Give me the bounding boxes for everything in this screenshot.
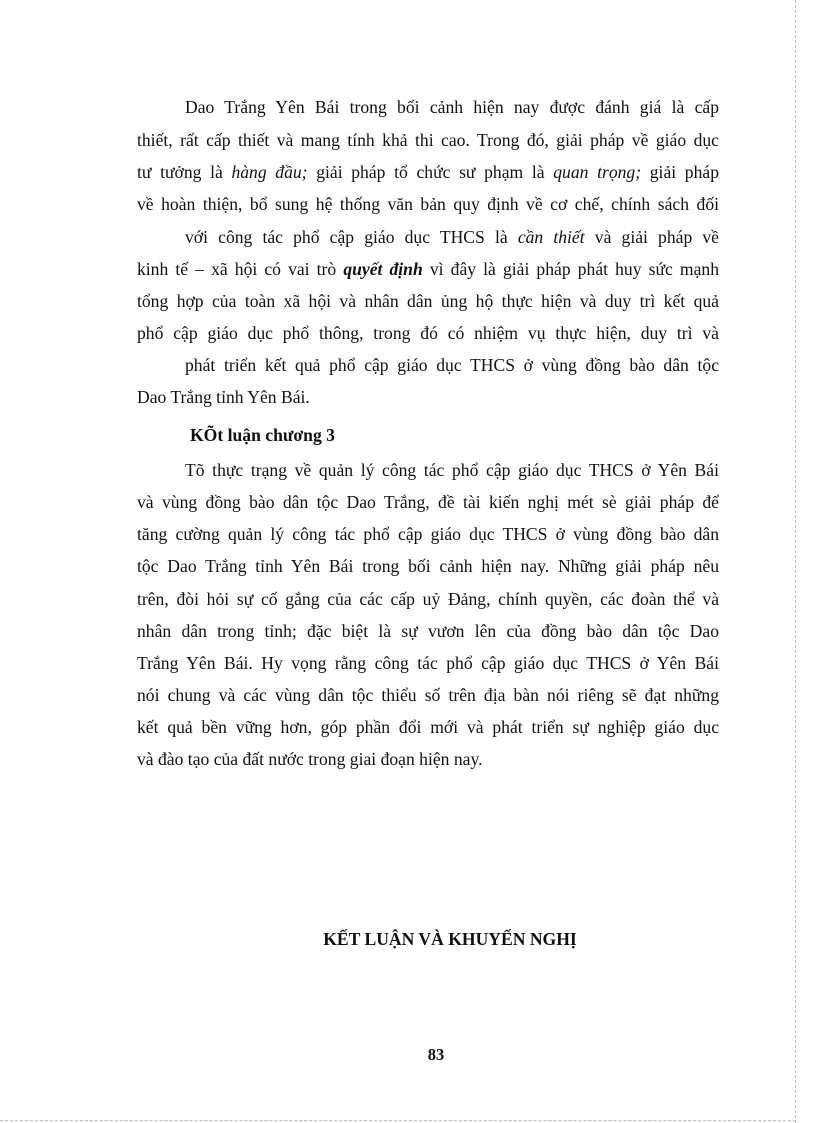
text-line: và vùng đồng bào dân tộc Dao Trắng, đề tài kiến nghị mét sè giải pháp để: [137, 492, 719, 512]
text-run: vì đây là giải pháp phát huy sức mạnh: [422, 259, 719, 279]
text-run: với công tác phổ cập giáo dục THCS là: [185, 227, 518, 247]
text-run: và giải pháp về: [584, 227, 719, 247]
page-edge-bottom: [0, 1120, 796, 1121]
text-line: phổ cập giáo dục phổ thông, trong đó có nhiệm vụ thực hiện, duy trì và: [137, 323, 719, 343]
chapter-title: KẾT LUẬN VÀ KHUYẾN NGHỊ: [323, 929, 577, 949]
text-line: [137, 254, 719, 284]
emphasis-text: hàng đầu;: [231, 162, 308, 182]
text-line: kết quả bền vững hơn, góp phần đổi mới và phát triển sự nghiệp giáo dục: [137, 717, 719, 737]
text-run: giải pháp tổ chức sư phạm là: [307, 162, 554, 182]
text-line: [137, 157, 719, 187]
text-line: tăng cường quản lý công tác phổ cập giáo dục THCS ở vùng đồng bào dân: [137, 524, 719, 544]
page-edge-right: [795, 0, 796, 1123]
text-line: [185, 222, 719, 252]
emphasis-text: quan trọng;: [553, 162, 642, 182]
text-line: phát triển kết quả phổ cập giáo dục THCS ở vùng đồng bào dân tộc: [185, 355, 719, 375]
text-line: Trắng Yên Bái. Hy vọng rằng công tác phổ cập giáo dục THCS ở Yên Bái: [137, 653, 719, 673]
text-line: và đào tạo của đất nước trong giai đoạn hiện nay.: [137, 749, 483, 769]
bold-emphasis-text: quyết định: [343, 259, 423, 279]
text-run: kinh tế – xã hội có vai trò: [137, 259, 344, 279]
page-number: 83: [427, 1045, 445, 1064]
text-line: tộc Dao Trắng tỉnh Yên Bái trong bối cảnh hiện nay. Những giải pháp nêu: [137, 556, 719, 576]
text-line: trên, đòi hỏi sự cố gắng của các cấp uỷ Đảng, chính quyền, các đoàn thể và: [137, 589, 719, 609]
text-line: Tõ thực trạng về quản lý công tác phổ cập giáo dục THCS ở Yên Bái: [185, 460, 719, 480]
text-line: về hoàn thiện, bổ sung hệ thống văn bản quy định về cơ chế, chính sách đối: [137, 194, 719, 214]
text-line: tổng hợp của toàn xã hội và nhân dân ủng hộ thực hiện và duy trì kết quả: [137, 291, 719, 311]
text-line: nhân dân trong tỉnh; đặc biệt là sự vươn lên của đồng bào dân tộc Dao: [137, 621, 719, 641]
text-line: Dao Trắng tỉnh Yên Bái.: [137, 387, 310, 407]
text-run: giải pháp: [641, 162, 720, 182]
section-heading: KÕt luận chương 3: [190, 425, 335, 445]
text-line: Dao Trắng Yên Bái trong bối cảnh hiện nay được đánh giá là cấp: [185, 97, 719, 117]
emphasis-text: cần thiết: [517, 227, 585, 247]
text-run: tư tưởng là: [137, 162, 232, 182]
text-line: nói chung và các vùng dân tộc thiểu số trên địa bàn nói riêng sẽ đạt những: [137, 685, 719, 705]
text-line: thiết, rất cấp thiết và mang tính khả thi cao. Trong đó, giải pháp về giáo dục: [137, 130, 719, 150]
